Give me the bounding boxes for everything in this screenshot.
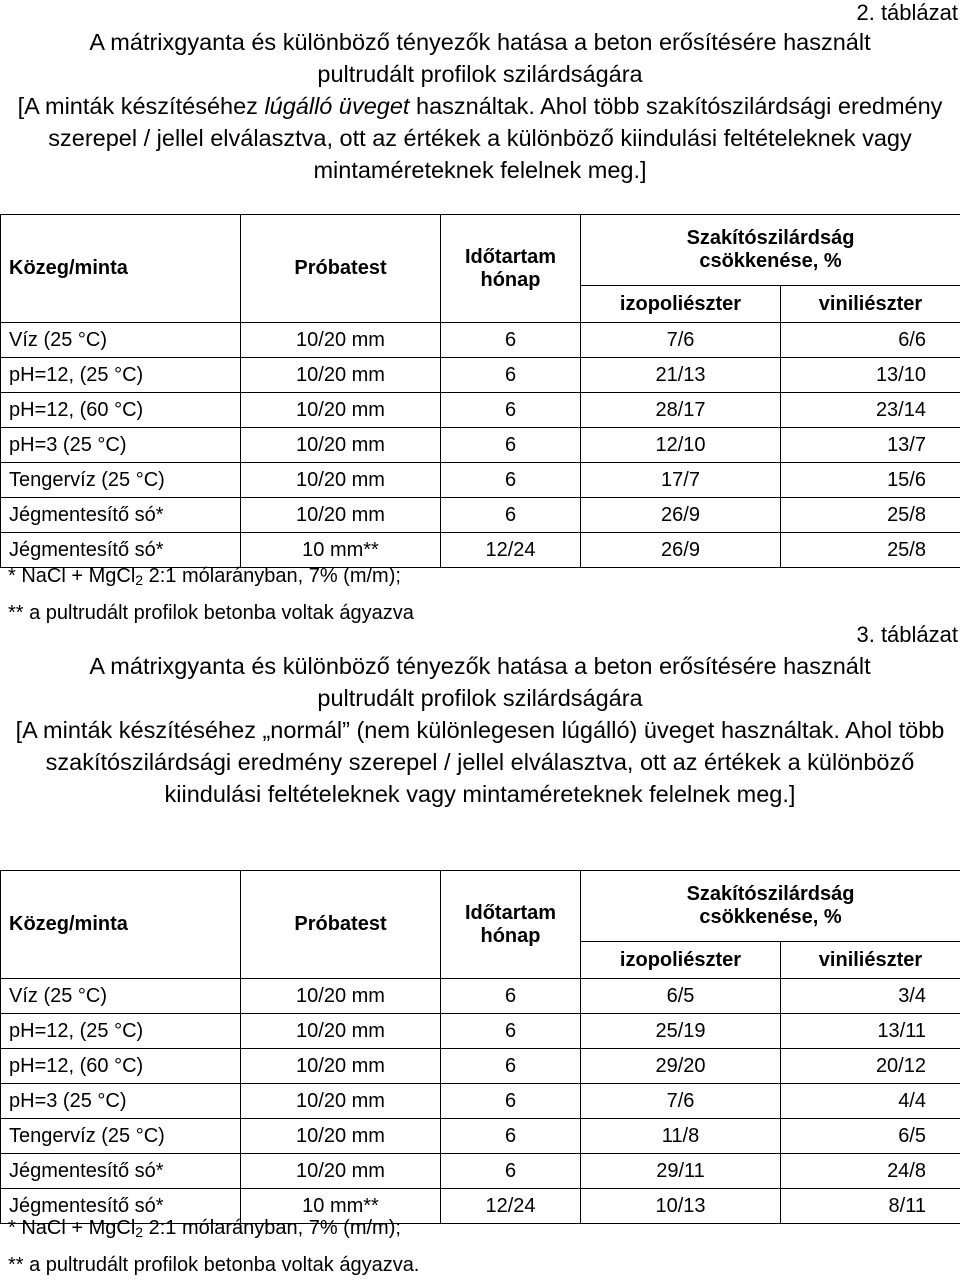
table3-header-strength bbox=[581, 871, 960, 942]
table-row bbox=[1, 463, 960, 498]
table3-cell-vinyl: 13/11 bbox=[781, 1014, 960, 1049]
table3-header-iso: izopoliészter bbox=[581, 942, 781, 979]
table2-cell-medium: pH=12, (60 °C) bbox=[1, 393, 241, 428]
table3-caption-title-line1: A mátrixgyanta és különböző tényezők hatása a beton erősítésére használt bbox=[0, 650, 960, 682]
table2-footnotes bbox=[8, 560, 414, 630]
table3-header-specimen: Próbatest bbox=[241, 871, 441, 979]
table2-footnote-1 bbox=[8, 560, 414, 597]
table2-header-strength-line2: csökkenése, % bbox=[581, 250, 960, 273]
table-row bbox=[1, 1014, 960, 1049]
table3-cell-specimen: 10/20 mm bbox=[241, 1084, 441, 1119]
table3-cell-specimen: 10/20 mm bbox=[241, 1014, 441, 1049]
table3-caption-title-line2: pultrudált profilok szilárdságára bbox=[0, 682, 960, 714]
table2-cell-medium: Jégmentesítő só* bbox=[1, 498, 241, 533]
table3-body bbox=[1, 979, 960, 1224]
table3-cell-vinyl: 3/4 bbox=[781, 979, 960, 1014]
table2-cell-medium: pH=12, (25 °C) bbox=[1, 358, 241, 393]
table2-caption-note-post: használtak. Ahol több szakítószilárdsági eredmény szerepel / jellel elválasztva, ott az értékek a különböző kiindulási feltételeknek vagy mintaméreteknek felelnek meg.] bbox=[48, 93, 942, 183]
table2-cell-iso: 21/13 bbox=[581, 358, 781, 393]
table2-caption-note bbox=[0, 90, 960, 186]
table2-header-duration bbox=[441, 215, 581, 323]
table2-cell-duration: 6 bbox=[441, 428, 581, 463]
table3-cell-medium: pH=12, (25 °C) bbox=[1, 1014, 241, 1049]
table2-cell-specimen: 10 mm** bbox=[241, 533, 441, 568]
table-row bbox=[1, 498, 960, 533]
table3-cell-medium: Jégmentesítő só* bbox=[1, 1189, 241, 1224]
table3-cell-vinyl: 8/11 bbox=[781, 1189, 960, 1224]
table3-cell-medium: Jégmentesítő só* bbox=[1, 1154, 241, 1189]
table2-body bbox=[1, 323, 960, 568]
table2-header-duration-line2: hónap bbox=[441, 269, 580, 292]
table-row bbox=[1, 323, 960, 358]
table2-cell-duration: 6 bbox=[441, 498, 581, 533]
table3-cell-iso: 10/13 bbox=[581, 1189, 781, 1224]
table3-footnote-2: ** a pultrudált profilok betonba voltak ágyazva. bbox=[8, 1249, 419, 1282]
table2-cell-medium: Víz (25 °C) bbox=[1, 323, 241, 358]
table3-header-duration bbox=[441, 871, 581, 979]
table3-header-duration-line1: Időtartam bbox=[441, 902, 580, 925]
table3-header-medium: Közeg/minta bbox=[1, 871, 241, 979]
table2-caption-title-line2: pultrudált profilok szilárdságára bbox=[0, 58, 960, 90]
table2-cell-duration: 12/24 bbox=[441, 533, 581, 568]
table-row bbox=[1, 979, 960, 1014]
table3-cell-duration: 6 bbox=[441, 979, 581, 1014]
table3-cell-iso: 25/19 bbox=[581, 1014, 781, 1049]
table2-header-strength bbox=[581, 215, 960, 286]
table3-footnote-1 bbox=[8, 1212, 419, 1249]
table2-header-medium: Közeg/minta bbox=[1, 215, 241, 323]
table2-caption-note-pre: [A minták készítéséhez bbox=[18, 93, 265, 119]
table3-footnotes bbox=[8, 1212, 419, 1282]
table3-cell-duration: 6 bbox=[441, 1119, 581, 1154]
table3-cell-iso: 29/11 bbox=[581, 1154, 781, 1189]
table3-cell-duration: 6 bbox=[441, 1154, 581, 1189]
table3-cell-medium: Víz (25 °C) bbox=[1, 979, 241, 1014]
table2-cell-vinyl: 13/7 bbox=[781, 428, 960, 463]
table2-header-iso: izopoliészter bbox=[581, 286, 781, 323]
table2-cell-vinyl: 15/6 bbox=[781, 463, 960, 498]
table2-footnote-1-pre: * NaCl + MgCl bbox=[8, 565, 135, 587]
table3-cell-vinyl: 4/4 bbox=[781, 1084, 960, 1119]
table2-cell-medium: Tengervíz (25 °C) bbox=[1, 463, 241, 498]
table2-cell-iso: 28/17 bbox=[581, 393, 781, 428]
table2-cell-iso: 17/7 bbox=[581, 463, 781, 498]
table2-cell-vinyl: 6/6 bbox=[781, 323, 960, 358]
table3-cell-duration: 12/24 bbox=[441, 1189, 581, 1224]
table3-header-strength-line2: csökkenése, % bbox=[581, 906, 960, 929]
table2-cell-duration: 6 bbox=[441, 463, 581, 498]
table2-cell-duration: 6 bbox=[441, 393, 581, 428]
table-row bbox=[1, 1154, 960, 1189]
table2-cell-specimen: 10/20 mm bbox=[241, 498, 441, 533]
table3-cell-specimen: 10/20 mm bbox=[241, 1049, 441, 1084]
table2-cell-iso: 26/9 bbox=[581, 498, 781, 533]
table3-header-vinyl: viniliészter bbox=[781, 942, 960, 979]
table3-cell-duration: 6 bbox=[441, 1014, 581, 1049]
table-row bbox=[1, 358, 960, 393]
table2-footnote-1-post: 2:1 mólarányban, 7% (m/m); bbox=[143, 565, 401, 587]
table3-header-duration-line2: hónap bbox=[441, 925, 580, 948]
table2-cell-vinyl: 25/8 bbox=[781, 498, 960, 533]
table3-footnote-1-pre: * NaCl + MgCl bbox=[8, 1217, 135, 1239]
table2 bbox=[0, 214, 960, 568]
table3-cell-iso: 7/6 bbox=[581, 1084, 781, 1119]
table2-cell-specimen: 10/20 mm bbox=[241, 358, 441, 393]
table3-cell-vinyl: 6/5 bbox=[781, 1119, 960, 1154]
table3-number: 3. táblázat bbox=[856, 622, 958, 648]
table2-cell-iso: 26/9 bbox=[581, 533, 781, 568]
table3-caption bbox=[0, 650, 960, 810]
table2-cell-vinyl: 13/10 bbox=[781, 358, 960, 393]
table2-footnote-1-sub: 2 bbox=[135, 572, 143, 588]
table3-cell-vinyl: 24/8 bbox=[781, 1154, 960, 1189]
table3-cell-specimen: 10/20 mm bbox=[241, 1119, 441, 1154]
table2-cell-vinyl: 23/14 bbox=[781, 393, 960, 428]
table2-caption-title-line1: A mátrixgyanta és különböző tényezők hatása a beton erősítésére használt bbox=[0, 26, 960, 58]
table2-cell-specimen: 10/20 mm bbox=[241, 463, 441, 498]
table2-cell-specimen: 10/20 mm bbox=[241, 323, 441, 358]
table3-cell-duration: 6 bbox=[441, 1084, 581, 1119]
table3-cell-iso: 29/20 bbox=[581, 1049, 781, 1084]
table3-cell-medium: pH=12, (60 °C) bbox=[1, 1049, 241, 1084]
table2-header-vinyl: viniliészter bbox=[781, 286, 960, 323]
table3-cell-medium: Tengervíz (25 °C) bbox=[1, 1119, 241, 1154]
table3-footnote-1-post: 2:1 mólarányban, 7% (m/m); bbox=[143, 1217, 401, 1239]
table3-caption-note: [A minták készítéséhez „normál” (nem különlegesen lúgálló) üveget használtak. Ahol több szakítószilárdsági eredmény szerepel / jellel elválasztva, ott az értékek a különböző kiindulási feltételeknek vagy mintaméreteknek felelnek meg.] bbox=[0, 714, 960, 810]
table3 bbox=[0, 870, 960, 1224]
table2-cell-vinyl: 25/8 bbox=[781, 533, 960, 568]
table-row bbox=[1, 1084, 960, 1119]
table2-cell-medium: pH=3 (25 °C) bbox=[1, 428, 241, 463]
table3-cell-iso: 11/8 bbox=[581, 1119, 781, 1154]
table3-cell-medium: pH=3 (25 °C) bbox=[1, 1084, 241, 1119]
table2-cell-duration: 6 bbox=[441, 358, 581, 393]
table-row bbox=[1, 393, 960, 428]
table3-cell-specimen: 10/20 mm bbox=[241, 979, 441, 1014]
table2-caption-note-emphasis: lúgálló üveget bbox=[264, 93, 409, 119]
table2-header-strength-line1: Szakítószilárdság bbox=[581, 227, 960, 250]
table3-footnote-1-sub: 2 bbox=[135, 1224, 143, 1240]
table2-footnote-2: ** a pultrudált profilok betonba voltak ágyazva bbox=[8, 597, 414, 630]
table2-cell-specimen: 10/20 mm bbox=[241, 428, 441, 463]
table2-number: 2. táblázat bbox=[856, 0, 958, 26]
table2-cell-iso: 12/10 bbox=[581, 428, 781, 463]
table2-header-duration-line1: Időtartam bbox=[441, 246, 580, 269]
table3-cell-specimen: 10/20 mm bbox=[241, 1154, 441, 1189]
table-row bbox=[1, 1049, 960, 1084]
table2-cell-specimen: 10/20 mm bbox=[241, 393, 441, 428]
table2-header-specimen: Próbatest bbox=[241, 215, 441, 323]
table2-cell-duration: 6 bbox=[441, 323, 581, 358]
table2-cell-iso: 7/6 bbox=[581, 323, 781, 358]
table3-cell-iso: 6/5 bbox=[581, 979, 781, 1014]
table3-cell-duration: 6 bbox=[441, 1049, 581, 1084]
table2-cell-medium: Jégmentesítő só* bbox=[1, 533, 241, 568]
table3-cell-vinyl: 20/12 bbox=[781, 1049, 960, 1084]
table2-caption bbox=[0, 26, 960, 186]
table-row bbox=[1, 428, 960, 463]
table3-header-strength-line1: Szakítószilárdság bbox=[581, 883, 960, 906]
table3-cell-specimen: 10 mm** bbox=[241, 1189, 441, 1224]
table-row bbox=[1, 1119, 960, 1154]
